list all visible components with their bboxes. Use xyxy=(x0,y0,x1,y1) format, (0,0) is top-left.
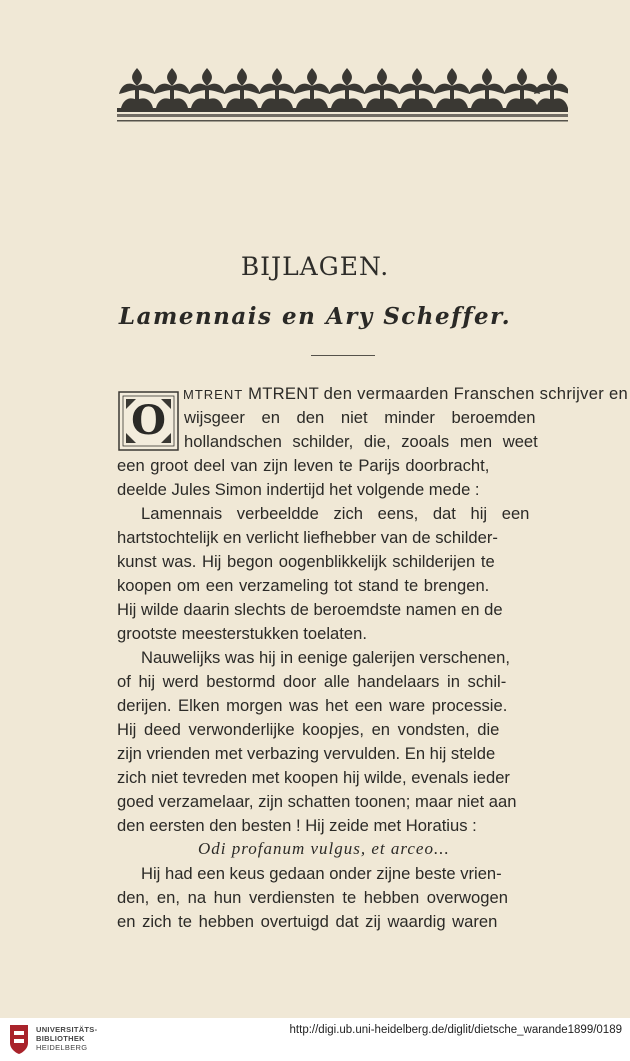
latin-quote: Odi profanum vulgus, et arceo... xyxy=(198,839,450,858)
text-line: Hij had een keus gedaan onder zijne beste vrien- xyxy=(141,864,502,883)
library-name-line-3: HEIDELBERG xyxy=(36,1043,88,1052)
text-line: een groot deel van zijn leven te Parijs doorbracht, xyxy=(117,456,490,475)
text-line: Nauwelijks was hij in eenige galerijen verschenen, xyxy=(141,648,510,667)
text-line: zijn vrienden met verbazing vervulden. En hij stelde xyxy=(117,744,496,763)
text-line: wijsgeer en den niet minder beroemden xyxy=(184,408,536,427)
text-line: den eersten den besten ! Hij zeide met Horatius : xyxy=(117,816,477,835)
drop-cap-initial xyxy=(118,391,179,451)
library-name-line-1: UNIVERSITÄTS- xyxy=(36,1025,98,1034)
university-library-logo xyxy=(8,1023,30,1055)
text-line: en zich te hebben overtuigd dat zij waardig waren xyxy=(117,912,498,931)
text-line: koopen om een verzameling tot stand te brengen. xyxy=(117,576,490,595)
text-line: MTRENT MTRENT den vermaarden Franschen schrijver en xyxy=(183,384,629,403)
text-line: goed verzamelaar, zijn schatten toonen; maar niet aan xyxy=(117,792,517,811)
text-line: hartstochtelijk en verlicht liefhebber van de schilder- xyxy=(117,528,498,547)
text-line: zich niet tevreden met koopen hij wilde, evenals ieder xyxy=(117,768,510,787)
page-subtitle: Lamennais en Ary Scheffer. xyxy=(118,303,512,330)
text-line: hollandschen schilder, die, zooals men weet xyxy=(184,432,538,451)
page-title: BIJLAGEN. xyxy=(240,252,390,281)
library-name-line-2: BIBLIOTHEK xyxy=(36,1034,85,1043)
text-line: deelde Jules Simon indertijd het volgende mede : xyxy=(117,480,480,499)
text-line: derijen. Elken morgen was het een ware processie. xyxy=(117,696,508,715)
text-line: grootste meesterstukken toelaten. xyxy=(117,624,367,643)
title-divider xyxy=(311,355,375,356)
permalink-url[interactable]: http://digi.ub.uni-heidelberg.de/diglit/dietsche_warande1899/0189 xyxy=(289,1024,622,1036)
text-line: kunst was. Hij begon oogenblikkelijk schilderijen te xyxy=(117,552,495,571)
text-line: den, en, na hun verdiensten te hebben overwogen xyxy=(117,888,508,907)
text-line: Hij wilde daarin slechts de beroemdste namen en de xyxy=(117,600,503,619)
floral-ornament-band xyxy=(117,62,568,124)
text-line: Hij deed verwonderlijke koopjes, en vondsten, die xyxy=(117,720,500,739)
drop-cap-letter: O xyxy=(131,397,166,444)
text-line: Lamennais verbeeldde zich eens, dat hij een xyxy=(141,504,530,523)
text-line: of hij werd bestormd door alle handelaars in schil- xyxy=(117,672,507,691)
